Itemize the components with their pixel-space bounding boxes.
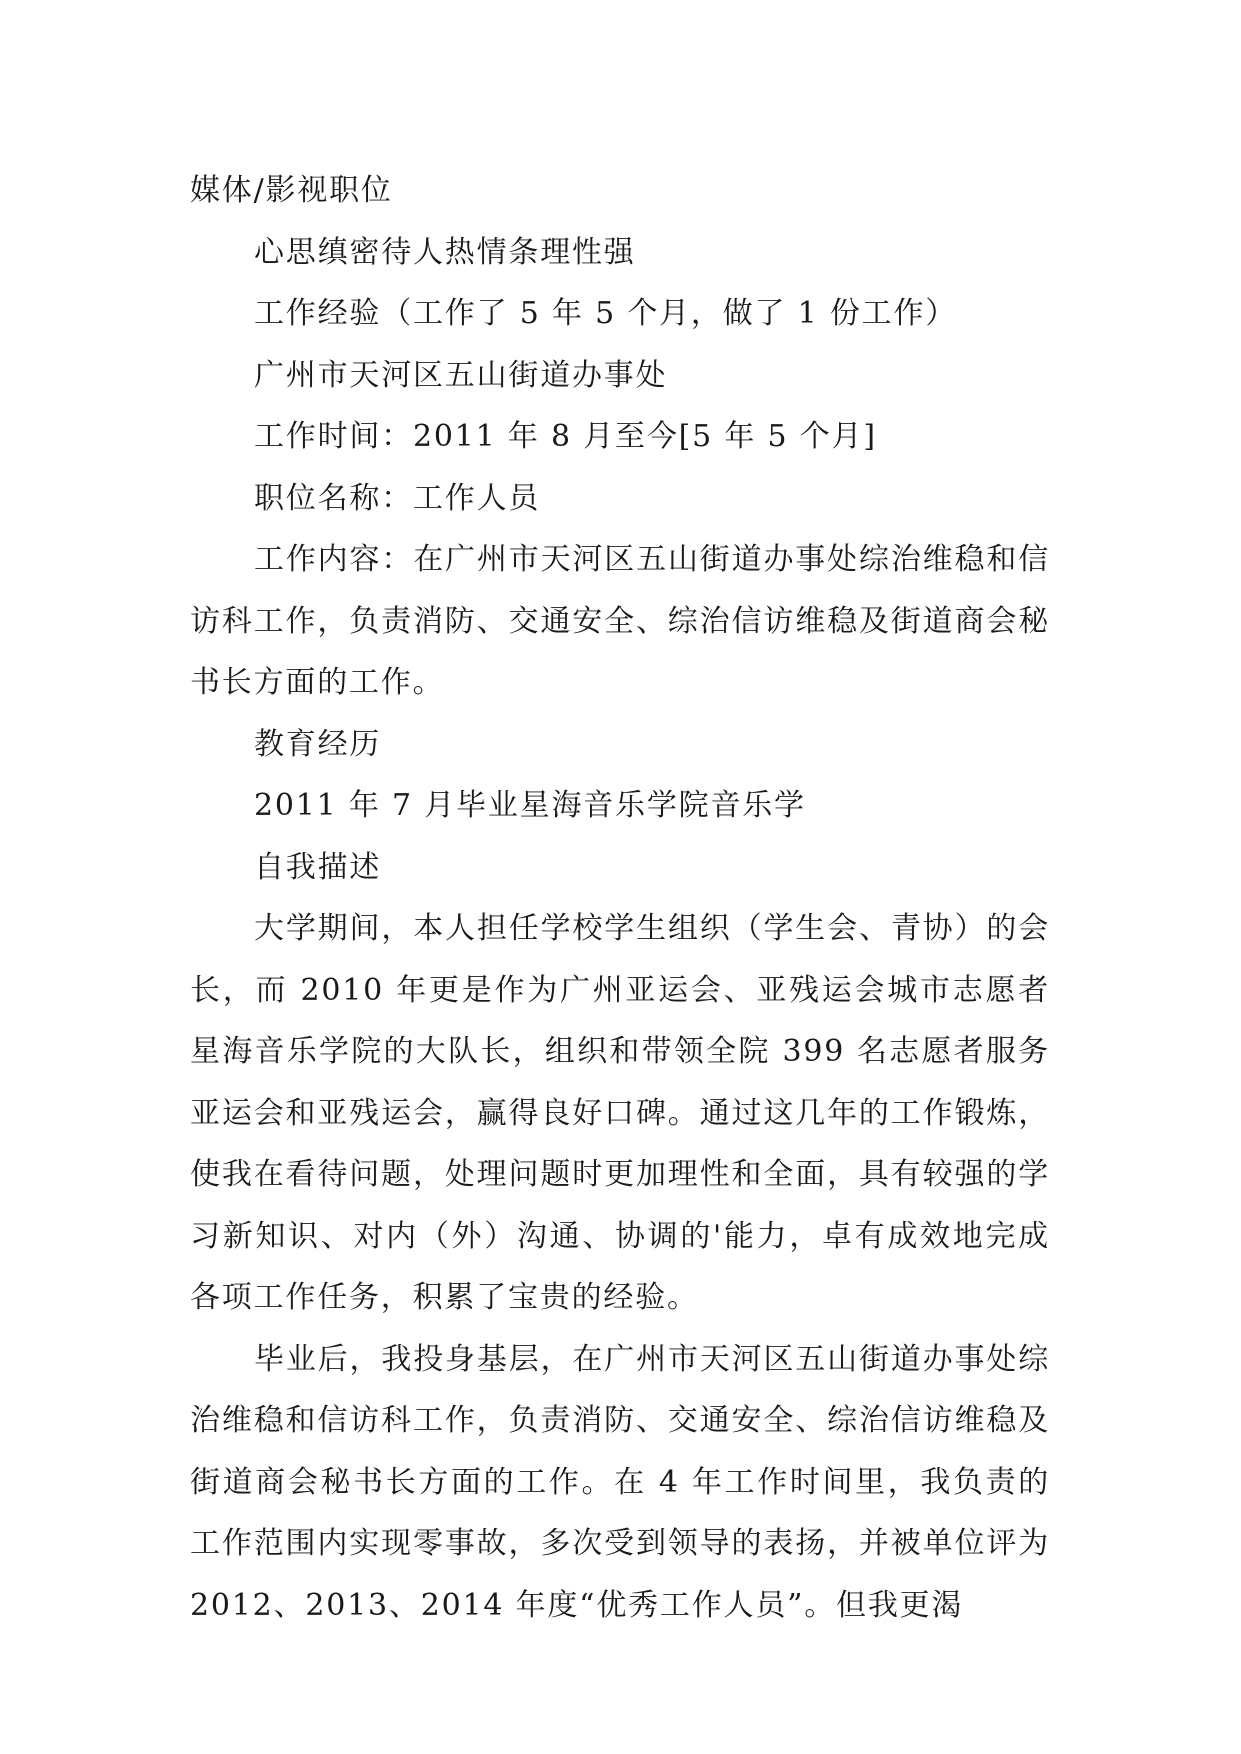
job-description: 工作内容：在广州市天河区五山街道办事处综治维稳和信访科工作，负责消防、交通安全、综治信访维稳及街道商会秘书长方面的工作。 <box>190 542 1050 700</box>
self-description-career: 毕业后，我投身基层，在广州市天河区五山街道办事处综治维稳和信访科工作，负责消防、交通安全、综治信访维稳及街道商会秘书长方面的工作。在 4 年工作时间里，我负责的工作范围内实现零事故，多次受到领导的表扬，并被单位评为 2012、2013、2014 年度“优秀工作人员”。但我更渴 <box>190 1341 1050 1623</box>
job-category: 媒体/影视职位 <box>190 173 393 208</box>
employer-name: 广州市天河区五山街道办事处 <box>254 357 668 393</box>
work-period: 工作时间：2011 年 8 月至今[5 年 5 个月] <box>254 419 877 454</box>
education-heading: 教育经历 <box>254 726 382 762</box>
self-description-heading: 自我描述 <box>254 849 382 885</box>
work-experience-heading: 工作经验（工作了 5 年 5 个月，做了 1 份工作） <box>254 296 958 331</box>
document-body <box>190 160 1050 1636</box>
self-description-university: 大学期间，本人担任学校学生组织（学生会、青协）的会长，而 2010 年更是作为广州亚运会、亚残运会城市志愿者星海音乐学院的大队长，组织和带领全院 399 名志愿者服务亚运会和亚残运会，赢得良好口碑。通过这几年的工作锻炼，使我在看待问题，处理问题时更加理性和全面，具有较强的学习新知识、对内（外）沟通、协调的'能力，卓有成效地完成各项工作任务，积累了宝贵的经验。 <box>190 911 1050 1315</box>
personal-traits: 心思缜密待人热情条理性强 <box>254 234 636 270</box>
job-title: 职位名称：工作人员 <box>254 480 541 516</box>
education-entry: 2011 年 7 月毕业星海音乐学院音乐学 <box>254 788 806 823</box>
